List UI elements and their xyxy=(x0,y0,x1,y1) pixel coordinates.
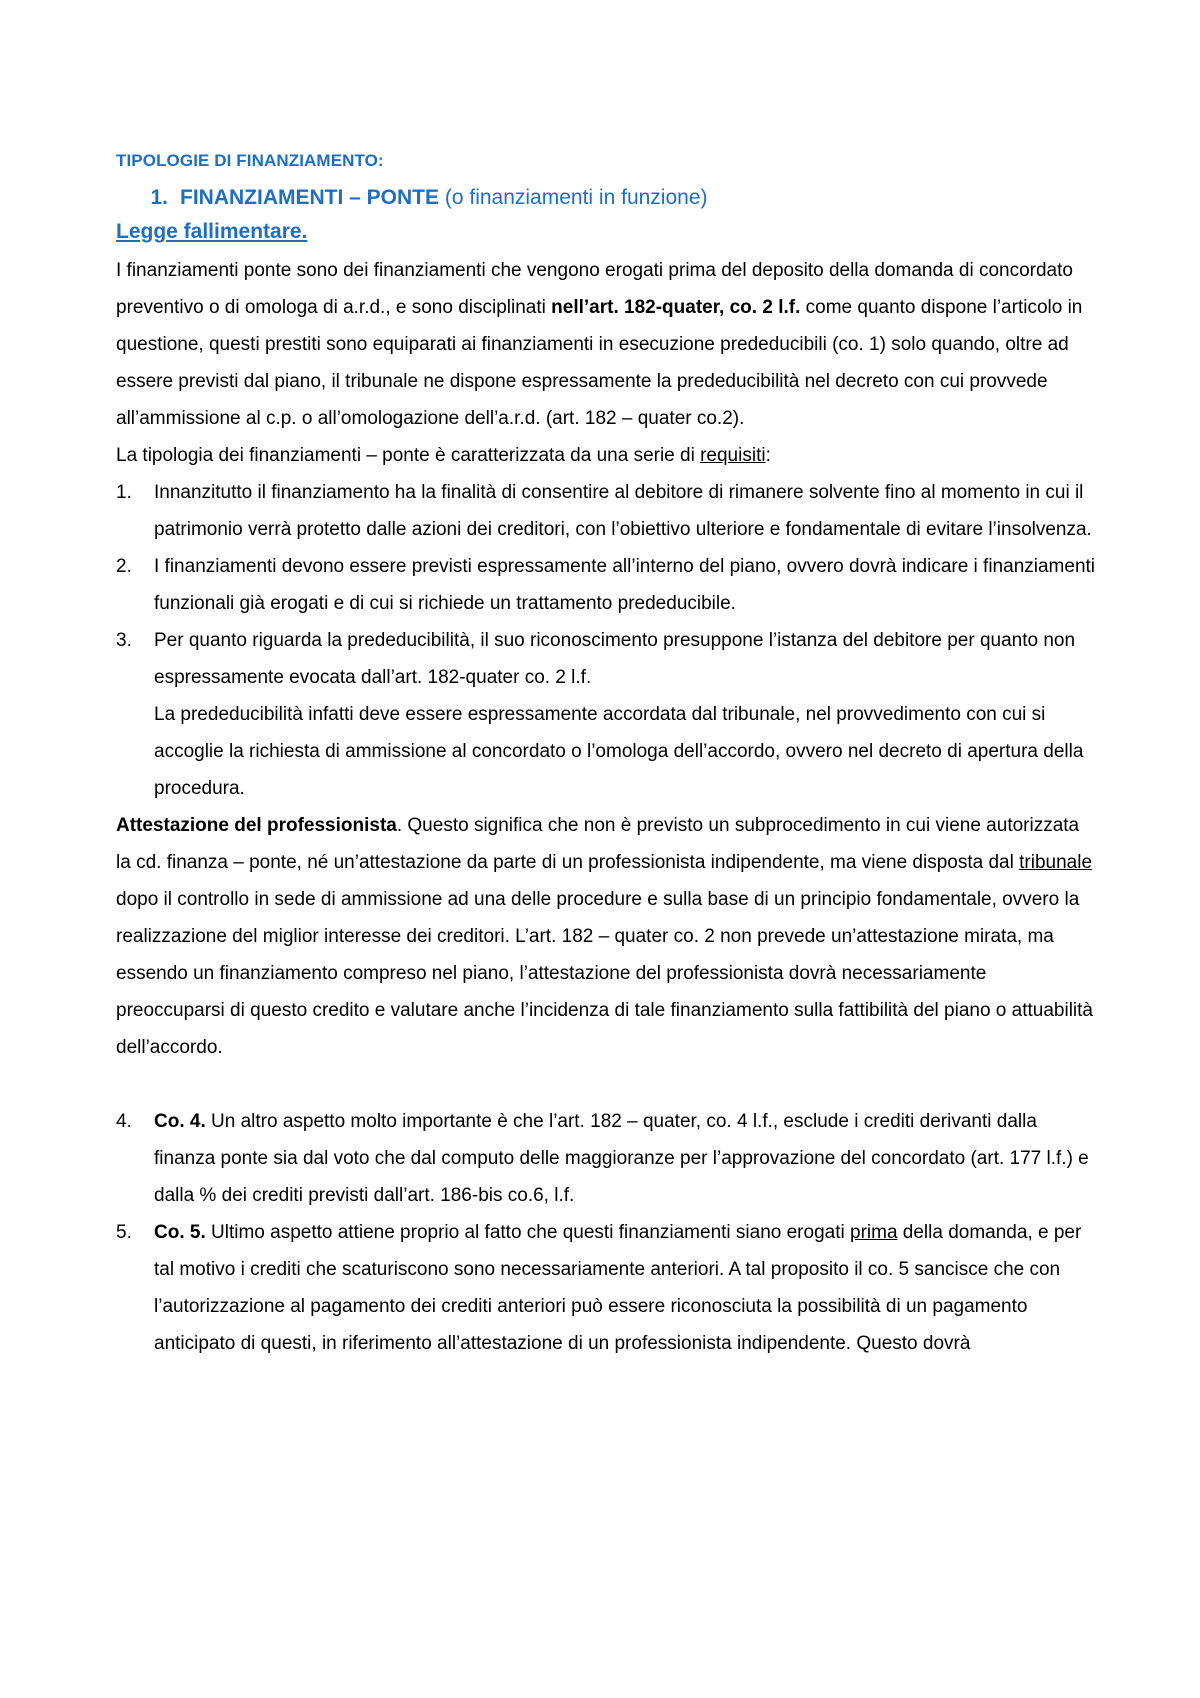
list-item xyxy=(116,548,1096,622)
blank-line xyxy=(116,1066,1096,1103)
underlined-run: tribunale xyxy=(1019,852,1093,873)
list-text-continued: La prededucibilità infatti deve essere espressamente accordata dal tribunale, nel provvedimento con cui si accoglie la richiesta di ammissione al concordato o l’omologa dell’accordo, ovvero nel decreto di apertura della procedura. xyxy=(154,704,1084,799)
list-text: Innanzitutto il finanziamento ha la finalità di consentire al debitore di rimanere solvente fino al momento in cui il patrimonio verrà protetto dalle azioni dei creditori, con l’obiettivo ulteriore e fondamentale di evitare l’insolvenza. xyxy=(154,482,1092,540)
text-run: della domanda, e per tal motivo i crediti che scaturiscono sono necessariamente anteriori. A tal proposito il co. 5 sancisce che con l’autorizzazione al pagamento dei crediti anteriori può essere riconosciuta la possibilità di un pagamento anticipato di questi, in riferimento all’attestazione di un professionista indipendente. Questo dovrà xyxy=(154,1222,1082,1354)
list-body xyxy=(154,1214,1096,1362)
list-number: 4. xyxy=(116,1111,132,1132)
underlined-run: prima xyxy=(850,1222,898,1243)
heading-rest: (o finanziamenti in funzione) xyxy=(439,186,708,209)
list-number: 5. xyxy=(116,1222,132,1243)
list-body xyxy=(154,1103,1096,1214)
list-number: 3. xyxy=(116,630,132,651)
list-item xyxy=(116,1103,1096,1214)
heading-number: 1. xyxy=(150,186,168,209)
list-item xyxy=(116,474,1096,548)
bold-run: nell’art. 182-quater, co. 2 l.f. xyxy=(551,297,801,318)
text-run: come quanto dispone l’articolo in questione, questi prestiti sono equiparati ai finanziamenti in esecuzione prededucibili (co. 1) solo quando, oltre ad essere previsti dal piano, il tribunale ne dispone espressamente la prededucibilità nel decreto con cui provvede all’ammissione al c.p. o all’omologazione dell’a.r.d. (art. 182 – quater co.2). xyxy=(116,297,1083,429)
list-item xyxy=(116,622,1096,807)
list-text: Per quanto riguarda la prededucibilità, il suo riconoscimento presuppone l’istanza del debitore per quanto non espressamente evocata dall’art. 182-quater co. 2 l.f. xyxy=(154,630,1076,688)
list-body xyxy=(154,622,1096,807)
heading-1 xyxy=(116,184,1096,212)
text-run: : xyxy=(765,445,771,466)
bold-run: Co. 5. xyxy=(154,1222,206,1243)
commi-list xyxy=(116,1103,1096,1362)
list-number: 1. xyxy=(116,482,132,503)
requirements-list xyxy=(116,474,1096,807)
subheading: Legge fallimentare. xyxy=(116,220,308,243)
heading-bold: FINANZIAMENTI – PONTE xyxy=(180,186,440,209)
text-run: I finanziamenti ponte sono dei finanziamenti che vengono erogati prima del deposito della domanda di concordato preventivo o di omologa di a.r.d., e sono disciplinati xyxy=(116,260,1073,318)
document-body xyxy=(116,150,1096,1362)
bold-run: Attestazione del professionista xyxy=(116,815,397,836)
paragraph-intro xyxy=(116,252,1096,437)
list-text: I finanziamenti devono essere previsti espressamente all’interno del piano, ovvero dovrà indicare i finanziamenti funzionali già erogati e di cui si richiede un trattamento prededucibile. xyxy=(154,556,1096,614)
heading-text xyxy=(180,184,708,212)
paragraph-requirements xyxy=(116,437,1096,474)
list-number: 2. xyxy=(116,556,132,577)
text-run: La tipologia dei finanziamenti – ponte è caratterizzata da una serie di xyxy=(116,445,701,466)
list-item xyxy=(116,1214,1096,1362)
document-title: TIPOLOGIE DI FINANZIAMENTO: xyxy=(116,151,384,170)
text-run: Ultimo aspetto attiene proprio al fatto che questi finanziamenti siano erogati xyxy=(205,1222,850,1243)
text-run: Un altro aspetto molto importante è che l’art. 182 – quater, co. 4 l.f., esclude i crediti derivanti dalla finanza ponte sia dal voto che dal computo delle maggioranze per l’approvazione del concordato (art. 177 l.f.) e dalla % dei crediti previsti dall’art. 186-bis co.6, l.f. xyxy=(154,1111,1089,1206)
underlined-run: requisiti xyxy=(700,445,766,466)
bold-run: Co. 4. xyxy=(154,1111,206,1132)
text-run: dopo il controllo in sede di ammissione ad una delle procedure e sulla base di un principio fondamentale, ovvero la realizzazione del miglior interesse dei creditori. L’art. 182 – quater co. 2 non prevede un’attestazione mirata, ma essendo un finanziamento compreso nel piano, l’attestazione del professionista dovrà necessariamente preoccuparsi di questo credito e valutare anche l’incidenza di tale finanziamento sulla fattibilità del piano o attuabilità dell’accordo. xyxy=(116,889,1093,1058)
paragraph-attestation xyxy=(116,807,1096,1066)
text-run: . Questo significa che non è previsto un subprocedimento in cui viene autorizzata la cd. finanza – ponte, né un’attestazione da parte di un professionista indipendente, ma viene disposta dal xyxy=(116,815,1080,873)
